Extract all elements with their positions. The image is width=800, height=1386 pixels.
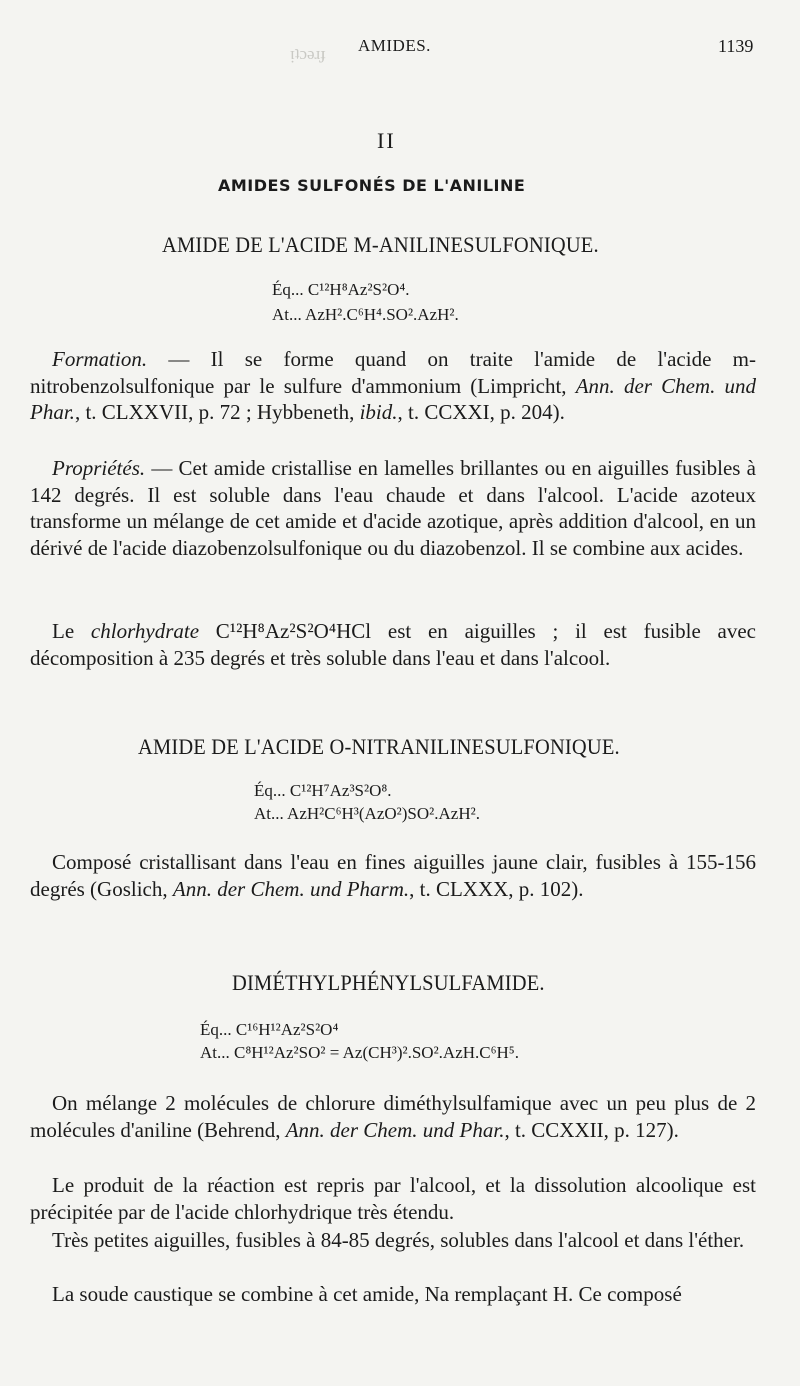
paragraph-text: , t. CCXXI, p. 204). [397,400,565,424]
reference-journal: Ann. der Chem. und Pharm. [172,876,410,901]
paragraph-text: — Il se forme quand on traite l'amide de l'acide m-nitrobenzolsulfonique par le sulfure d'ammonium (Limpricht, [30,347,756,398]
paragraph-chlorhydrate [30,618,756,671]
proprietes-label: Propriétés. [52,456,146,480]
paragraph-text: — Cet amide cristallise en lamelles brillantes ou en aiguilles fusibles à 142 degrés. Il est soluble dans l'eau chaude et dans l'alcool. L'acide azoteux transforme un mélange de cet amide et d'acide azotique, après addition d'alcool, en un dérivé de l'acide diazobenzolsulfonique ou du diazobenzol. Il se combine aux acides. [30,456,756,560]
paragraph-text: Très petites aiguilles, fusibles à 84-85 degrés, solubles dans l'alcool et dans l'éther. [52,1228,745,1252]
formula-equivalent: Éq... C¹⁶H¹²Az²S²O⁴ [200,1020,339,1039]
section-number: II [377,128,396,153]
page-number: 1139 [718,36,754,56]
paragraph-nitranilide [30,849,756,902]
chapter-heading: AMIDES SULFONÉS DE L'ANILINE [218,176,526,195]
paragraph-reaction [30,1172,756,1225]
paragraph-proprietes [30,455,756,561]
paragraph-aiguilles [30,1227,756,1254]
reference-journal: Ann. der Chem. und Phar. [30,373,756,424]
paragraph-text: C¹²H⁸Az²S²O⁴HCl est en aiguilles ; il est fusible avec décomposition à 235 degrés et très soluble dans l'eau et dans l'alcool. [30,619,756,670]
term-chlorhydrate: chlorhydrate [90,619,200,643]
section-title: AMIDE DE L'ACIDE O-NITRANILINESULFONIQUE. [138,734,620,759]
paragraph-formation [30,346,756,426]
section-title: DIMÉTHYLPHÉNYLSULFAMIDE. [232,970,545,995]
paragraph-preparation [30,1090,756,1143]
formula-equivalent: Éq... C¹²H⁸Az²S²O⁴. [272,280,410,299]
formation-label: Formation. [52,347,148,371]
paragraph-text: , t. CLXXVII, p. 72 ; Hybbeneth, [74,400,360,424]
formula-equivalent: Éq... C¹²H⁷Az³S²O⁸. [254,781,392,800]
reference-journal: Ann. der Chem. und Phar. [285,1117,505,1142]
paragraph-text: Le produit de la réaction est repris par l'alcool, et la dissolution alcoolique est précipitée par de l'acide chlorhydrique très étendu. [30,1173,756,1224]
bleed-through-text: ᴉʇɔǝɹɟ [290,44,326,63]
paragraph-soude [30,1281,756,1308]
formula-atomic: At... C⁸H¹²Az²SO² = Az(CH³)².SO².AzH.C⁶H⁵. [200,1043,519,1062]
paragraph-text: La soude caustique se combine à cet amide, Na remplaçant H. Ce composé [52,1282,682,1306]
paragraph-text: Le [52,619,91,643]
formula-atomic: At... AzH²C⁶H³(AzO²)SO².AzH². [254,804,480,823]
formula-atomic: At... AzH².C⁶H⁴.SO².AzH². [272,305,459,324]
section-title: AMIDE DE L'ACIDE M-ANILINESULFONIQUE. [162,232,599,257]
reference-ibid: ibid. [359,400,398,424]
paragraph-text: , t. CLXXX, p. 102). [409,876,584,901]
paragraph-text: Composé cristallisant dans l'eau en fines aiguilles jaune clair, fusibles à 155-156 degrés (Goslich, [30,850,756,901]
running-title: AMIDES. [358,36,431,55]
paragraph-text: , t. CCXXII, p. 127). [504,1117,679,1142]
paragraph-text: On mélange 2 molécules de chlorure diméthylsulfamique avec un peu plus de 2 molécules d'aniline (Behrend, [30,1091,756,1142]
